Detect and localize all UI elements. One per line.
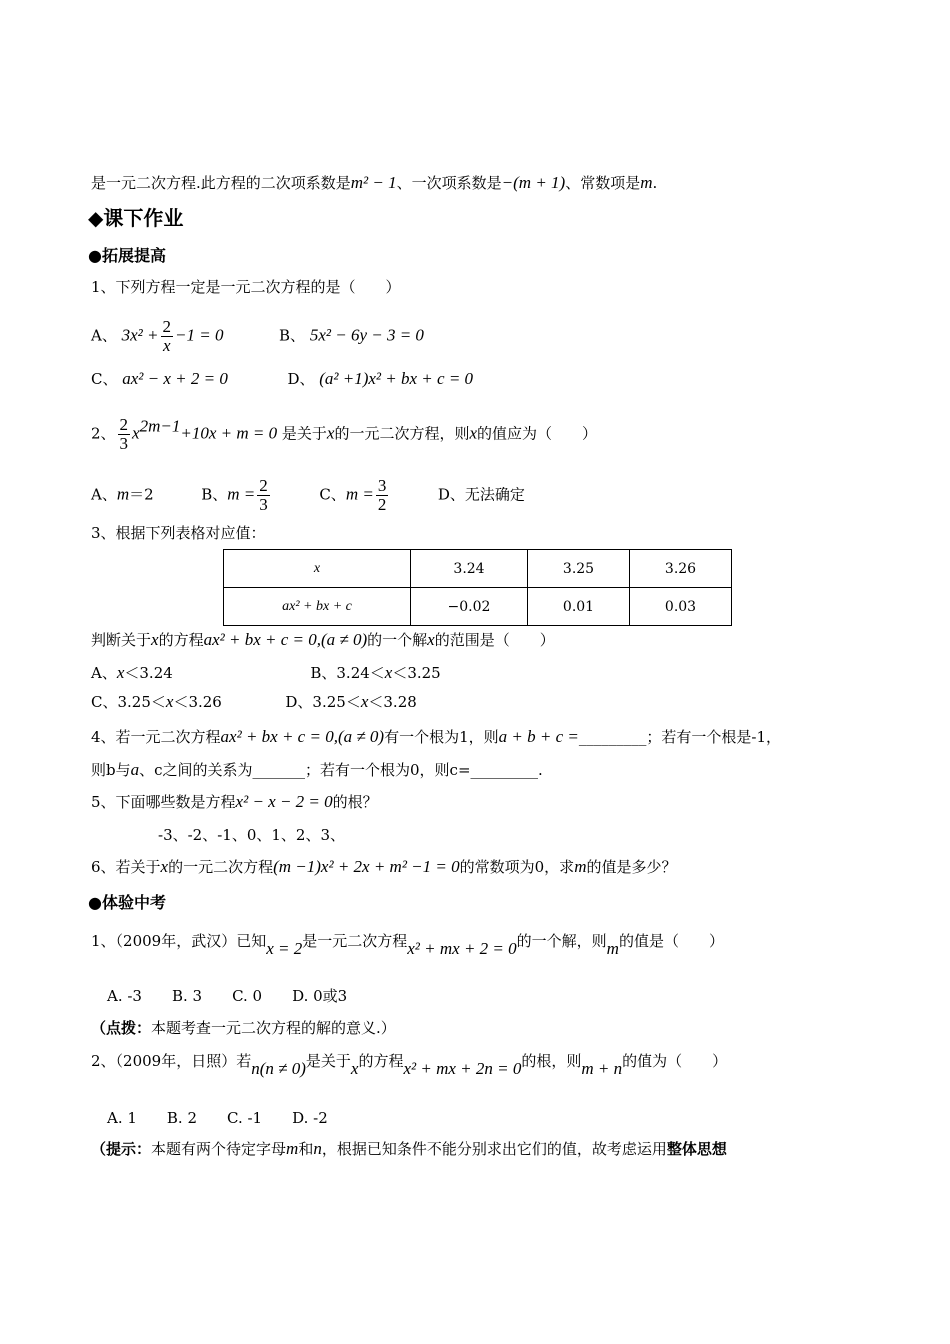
q2-text-3: 的值应为（ ） xyxy=(477,424,598,443)
q6-equation: (m −1)x² + 2x + m² −1 = 0 xyxy=(273,857,460,876)
intro-text-1: 是一元二次方程.此方程的二次项系数是 xyxy=(91,174,351,192)
exam-q2-var-x: x xyxy=(350,1059,359,1078)
q1-a-expr-pre: 3x² + xyxy=(121,325,159,345)
q3-c-rest: ＜3.26 xyxy=(173,693,222,711)
q3-d-rest: ＜3.28 xyxy=(368,693,417,711)
q1-options-ab xyxy=(91,318,424,355)
q6-text-4: 的值是多少？ xyxy=(586,858,677,876)
q3-stem: 3、根据下列表格对应值： xyxy=(91,524,266,542)
table-cell: ax² + bx + c xyxy=(224,588,411,626)
q3-text-3: 的一个解 xyxy=(367,631,428,649)
intro-math-3: m xyxy=(640,173,653,192)
q4-equation: ax² + bx + c = 0,(a ≠ 0) xyxy=(220,727,385,746)
q2-b-expr: m = xyxy=(227,484,256,504)
exam-q1-hint xyxy=(91,1018,396,1038)
exam-q2-hint xyxy=(91,1139,727,1159)
exam-q1-text-4: 的值是（ ） xyxy=(618,932,724,950)
section-title: ◆课下作业 xyxy=(88,206,184,230)
table-cell: −0.02 xyxy=(411,588,528,626)
q4-equation-2: a + b + c = xyxy=(498,727,579,746)
q2-num: 2 xyxy=(119,415,129,434)
q3-value-table xyxy=(223,549,732,626)
exam-q1-text-2: 是一元二次方程 xyxy=(302,932,408,950)
q5-stem xyxy=(91,792,378,812)
exam-q2-hint-2: 和 xyxy=(298,1140,314,1158)
q2-exponent: 2m−1 xyxy=(139,416,181,436)
exam-q2-hint-var-n: n xyxy=(313,1139,322,1158)
table-cell: x xyxy=(224,550,411,588)
q2-a-label: A、 xyxy=(91,485,117,504)
q4-line-1 xyxy=(91,727,781,747)
q6-var-m: m xyxy=(574,857,587,876)
exam-q2-hint-3: ，根据已知条件不能分别求出它们的值，故考虑运用 xyxy=(321,1140,667,1158)
exam-q2-text-2: 是关于 xyxy=(305,1052,351,1070)
q2-b-fraction xyxy=(257,477,270,514)
q1-d-label: D、 xyxy=(287,370,315,388)
table-cell: 3.25 xyxy=(528,550,630,588)
q1-c-label: C、 xyxy=(91,370,118,388)
table-cell: 3.24 xyxy=(411,550,528,588)
exam-q1-text-1: 1、（2009年，武汉）已知 xyxy=(91,932,267,950)
exam-q1-eq-1: x = 2 xyxy=(266,939,303,958)
subsection-title-exam: ●体验中考 xyxy=(88,893,166,912)
q3-var-2: x xyxy=(427,630,435,649)
intro-text-2: 、一次项系数是 xyxy=(396,174,502,192)
exam-q1-var-m: m xyxy=(606,939,619,958)
q3-options-cd xyxy=(91,692,417,712)
q1-d-expr: (a² +1)x² + bx + c = 0 xyxy=(319,369,474,388)
q4-text-1: 4、若一元二次方程 xyxy=(91,728,221,746)
q4-text-5: 、c之间的关系为_______；若有一个根为0，则c=_________. xyxy=(139,761,543,779)
q5-equation: x² − x − 2 = 0 xyxy=(235,792,333,811)
exam-q1-options: A. -3 B. 3 C. 0 D. 0或3 xyxy=(107,987,348,1005)
q1-a-label: A、 xyxy=(91,326,117,345)
exam-q1-hint-text: 本题考查一元二次方程的解的意义.） xyxy=(151,1019,396,1037)
exam-q2-hint-4: 整体思想 xyxy=(666,1140,727,1158)
intro-line xyxy=(91,173,657,193)
q2-b-den: 3 xyxy=(259,495,268,514)
q2-text-1: 是关于 xyxy=(281,424,327,443)
q6-var-x: x xyxy=(160,857,169,876)
q1-b-expr: 5x² − 6y − 3 = 0 xyxy=(309,325,424,345)
table-row xyxy=(224,588,732,626)
q3-question xyxy=(91,630,555,650)
q2-expr: x xyxy=(132,423,140,443)
exam-q2-hint-label: （提示： xyxy=(91,1140,152,1158)
q3-b-var: x xyxy=(384,663,393,682)
q2-stem xyxy=(91,416,597,453)
q4-line-2 xyxy=(91,760,543,780)
q6-text-1: 6、若关于 xyxy=(91,858,161,876)
exam-q2-eq-1: n(n ≠ 0) xyxy=(251,1059,306,1078)
q2-label: 2、 xyxy=(91,424,116,443)
q5-text-1: 5、下面哪些数是方程 xyxy=(91,793,236,811)
exam-q1-text-3: 的一个解，则 xyxy=(516,932,607,950)
q2-text-2: 的一元二次方程，则 xyxy=(334,424,470,443)
q3-d-var: x xyxy=(360,692,369,711)
q1-a-num: 2 xyxy=(162,317,171,336)
intro-text-4: . xyxy=(652,174,658,192)
q2-b-num: 2 xyxy=(259,476,268,495)
q4-text-2: 有一个根为1，则 xyxy=(384,728,499,746)
q1-c-expr: ax² − x + 2 = 0 xyxy=(122,369,228,388)
q3-a-var: x xyxy=(116,663,125,682)
q2-options xyxy=(91,477,525,514)
q2-c-expr: m = xyxy=(345,484,374,504)
q3-text-2: 的方程 xyxy=(158,631,204,649)
q2-c-den: 2 xyxy=(377,495,387,514)
exam-q2-hint-var-m: m xyxy=(286,1139,299,1158)
q4-text-4: 则b与 xyxy=(91,761,131,779)
q1-a-expr-post: −1 = 0 xyxy=(175,325,224,345)
exam-q2-eq-3: m + n xyxy=(581,1059,623,1078)
q2-a-expr: m xyxy=(116,484,130,504)
q2-c-num: 3 xyxy=(377,476,387,495)
q3-a-label: A、 xyxy=(91,664,117,682)
q1-options-cd xyxy=(91,369,473,389)
q3-text-4: 的范围是（ ） xyxy=(434,631,555,649)
q5-text-2: 的根？ xyxy=(332,793,378,811)
q2-b-label: B、 xyxy=(201,485,228,504)
intro-text-3: 、常数项是 xyxy=(565,174,641,192)
q1-stem: 1、下列方程一定是一元二次方程的是（ ） xyxy=(91,278,401,296)
q3-equation: ax² + bx + c = 0,(a ≠ 0) xyxy=(203,630,368,649)
q6-text-3: 的常数项为0，求 xyxy=(459,858,575,876)
q2-var-1: x xyxy=(326,423,335,443)
intro-math-1: m² − 1 xyxy=(350,173,397,192)
table-cell: 3.26 xyxy=(630,550,732,588)
subsection-title-extend: ●拓展提高 xyxy=(88,246,166,265)
intro-math-2: −(m + 1) xyxy=(501,173,566,192)
exam-q2-text-4: 的根，则 xyxy=(521,1052,582,1070)
exam-q1-stem xyxy=(91,931,724,958)
q3-a-rest: ＜3.24 xyxy=(124,664,173,682)
q5-numbers: -3、-2、-1、0、1、2、3、 xyxy=(158,826,346,844)
q2-den: 3 xyxy=(119,434,129,453)
q2-d-label: D、无法确定 xyxy=(437,485,525,504)
q1-a-den: x xyxy=(162,336,171,355)
q3-b-label: B、3.24＜ xyxy=(310,664,385,682)
q2-expr2: +10x + m = 0 xyxy=(180,423,278,443)
q2-fraction xyxy=(118,416,131,453)
q4-text-3: _________；若有一个根是-1， xyxy=(578,728,781,746)
q3-options-ab xyxy=(91,663,441,683)
exam-q1-hint-label: （点拨： xyxy=(91,1019,152,1037)
q2-c-fraction xyxy=(376,477,389,514)
q4-var-a: a xyxy=(130,760,140,779)
exam-q2-hint-1: 本题有两个待定字母 xyxy=(151,1140,287,1158)
q3-c-var: x xyxy=(165,692,174,711)
exam-q2-text-3: 的方程 xyxy=(358,1052,404,1070)
q2-a-value: ＝2 xyxy=(129,485,154,504)
q6-stem xyxy=(91,857,676,877)
exam-q2-text-1: 2、（2009年，日照）若 xyxy=(91,1052,252,1070)
table-row xyxy=(224,550,732,588)
q3-c-label: C、3.25＜ xyxy=(91,693,166,711)
q3-d-label: D、3.25＜ xyxy=(285,693,361,711)
q1-b-label: B、 xyxy=(279,326,306,345)
q6-text-2: 的一元二次方程 xyxy=(168,858,274,876)
exam-q2-eq-2: x² + mx + 2n = 0 xyxy=(403,1059,522,1078)
table-cell: 0.01 xyxy=(528,588,630,626)
exam-q2-options: A. 1 B. 2 C. -1 D. -2 xyxy=(107,1109,328,1127)
exam-q2-stem xyxy=(91,1051,728,1078)
table-cell: 0.03 xyxy=(630,588,732,626)
q3-var-1: x xyxy=(151,630,159,649)
q2-var-2: x xyxy=(469,423,477,443)
q3-b-rest: ＜3.25 xyxy=(392,664,441,682)
exam-q1-eq-2: x² + mx + 2 = 0 xyxy=(407,939,517,958)
q3-text-1: 判断关于 xyxy=(91,631,152,649)
q1-a-fraction xyxy=(161,318,174,355)
q2-c-label: C、 xyxy=(319,485,346,504)
exam-q2-text-5: 的值为（ ） xyxy=(622,1052,728,1070)
